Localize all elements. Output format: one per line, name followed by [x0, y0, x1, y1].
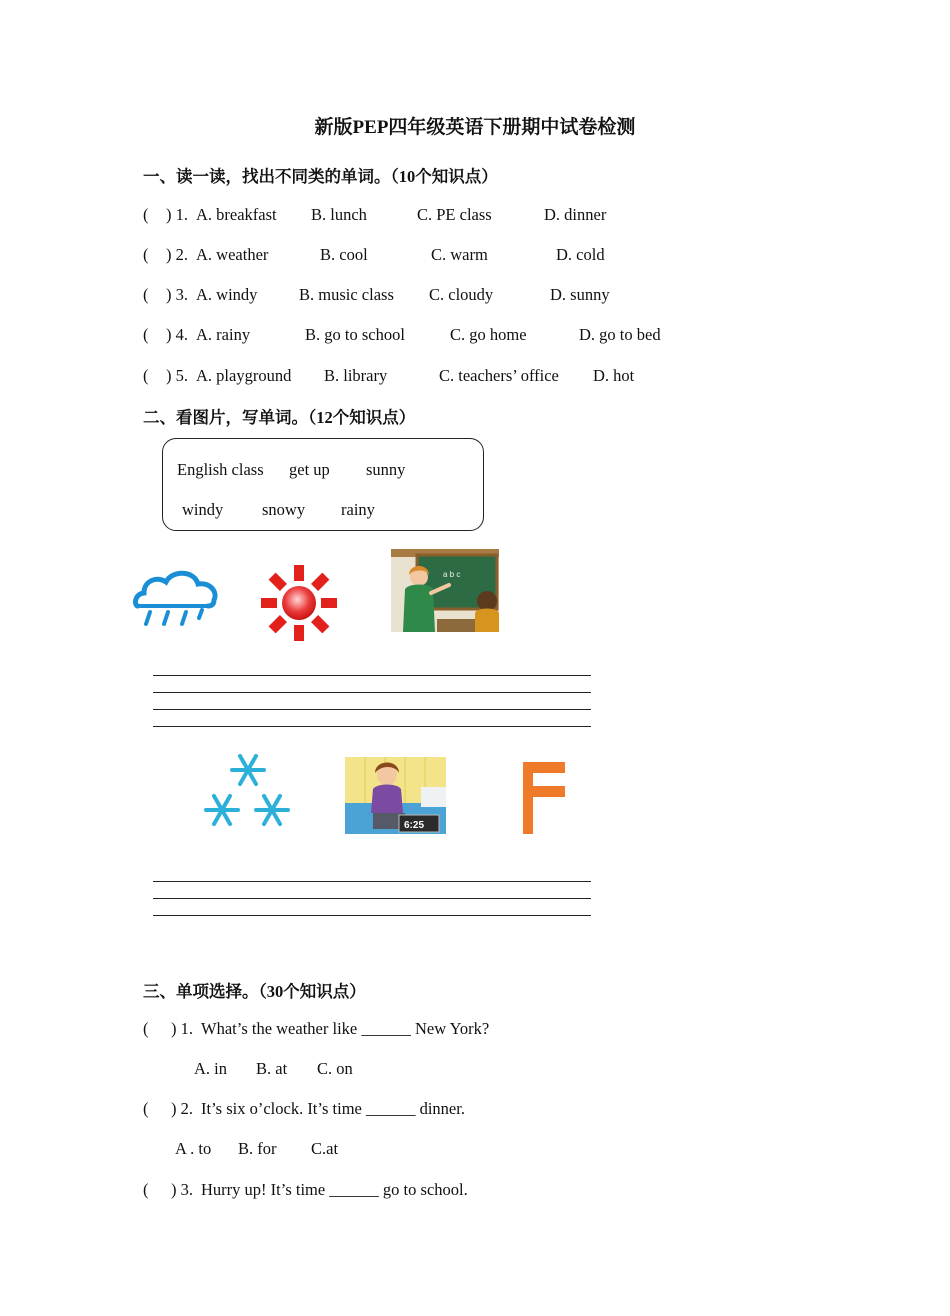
option-d: D. hot — [593, 366, 635, 385]
option-a: A. in — [194, 1059, 227, 1078]
writing-line[interactable] — [153, 915, 591, 916]
word-bank-word: English class — [177, 460, 264, 479]
classroom-picture — [391, 549, 499, 632]
getting-up-picture — [345, 757, 446, 834]
section-1-heading: 一、读一读，找出不同类的单词。（10个知识点） — [143, 167, 498, 186]
answer-paren[interactable]: ( — [143, 1019, 149, 1038]
word-bank-word: sunny — [366, 460, 406, 479]
wind-flag-icon — [520, 760, 568, 834]
section-2-heading: 二、看图片，写单词。（12个知识点） — [143, 408, 416, 427]
question-number: ) 4. — [166, 325, 188, 344]
option-c: C. PE class — [417, 205, 492, 224]
option-d: D. go to bed — [579, 325, 661, 344]
writing-line[interactable] — [153, 675, 591, 676]
word-bank-word: rainy — [341, 500, 375, 519]
question-number: ) 3. — [166, 285, 188, 304]
clock-text: 6:25 — [404, 820, 425, 831]
option-d: D. cold — [556, 245, 605, 264]
question-number: ) 2. — [166, 245, 188, 264]
word-bank-word: windy — [182, 500, 224, 519]
word-bank-word: get up — [289, 460, 330, 479]
writing-line[interactable] — [153, 898, 591, 899]
page-title: 新版PEP四年级英语下册期中试卷检测 — [314, 117, 636, 138]
board-text: a b c — [443, 570, 461, 579]
option-a: A. windy — [196, 285, 258, 304]
writing-line[interactable] — [153, 709, 591, 710]
question-number: ) 3. — [171, 1180, 193, 1199]
option-a: A. weather — [196, 245, 269, 264]
option-b: B. cool — [320, 245, 368, 264]
answer-paren[interactable]: ( — [143, 1099, 149, 1118]
writing-line[interactable] — [153, 726, 591, 727]
option-c: C. go home — [450, 325, 527, 344]
option-c: C. warm — [431, 245, 488, 264]
option-b: B. for — [238, 1139, 277, 1158]
option-d: D. sunny — [550, 285, 610, 304]
answer-paren[interactable]: ( — [143, 325, 149, 344]
option-c: C. on — [317, 1059, 353, 1078]
sun-icon — [259, 563, 339, 643]
writing-line[interactable] — [153, 692, 591, 693]
writing-line[interactable] — [153, 881, 591, 882]
option-a: A . to — [175, 1139, 212, 1158]
question-number: ) 1. — [166, 205, 188, 224]
question-number: ) 2. — [171, 1099, 193, 1118]
option-c: C. cloudy — [429, 285, 494, 304]
option-c: C. teachers’ office — [439, 366, 559, 385]
snowflakes-icon — [200, 750, 294, 832]
word-bank-word: snowy — [262, 500, 306, 519]
option-a: A. breakfast — [196, 205, 277, 224]
section-3-heading: 三、单项选择。（30个知识点） — [143, 982, 366, 1001]
option-b: B. library — [324, 366, 388, 385]
question-text: What’s the weather like ______ New York? — [201, 1019, 490, 1038]
option-b: B. go to school — [305, 325, 405, 344]
option-d: D. dinner — [544, 205, 607, 224]
question-text: It’s six o’clock. It’s time ______ dinner. — [201, 1099, 465, 1118]
question-number: ) 5. — [166, 366, 188, 385]
option-b: B. lunch — [311, 205, 367, 224]
option-a: A. rainy — [196, 325, 251, 344]
option-b: B. at — [256, 1059, 288, 1078]
answer-paren[interactable]: ( — [143, 285, 149, 304]
answer-paren[interactable]: ( — [143, 245, 149, 264]
option-c: C.at — [311, 1139, 339, 1158]
rain-cloud-icon — [132, 568, 218, 630]
question-number: ) 1. — [171, 1019, 193, 1038]
answer-paren[interactable]: ( — [143, 1180, 149, 1199]
question-text: Hurry up! It’s time ______ go to school. — [201, 1180, 468, 1199]
option-a: A. playground — [196, 366, 292, 385]
answer-paren[interactable]: ( — [143, 366, 149, 385]
option-b: B. music class — [299, 285, 394, 304]
answer-paren[interactable]: ( — [143, 205, 149, 224]
